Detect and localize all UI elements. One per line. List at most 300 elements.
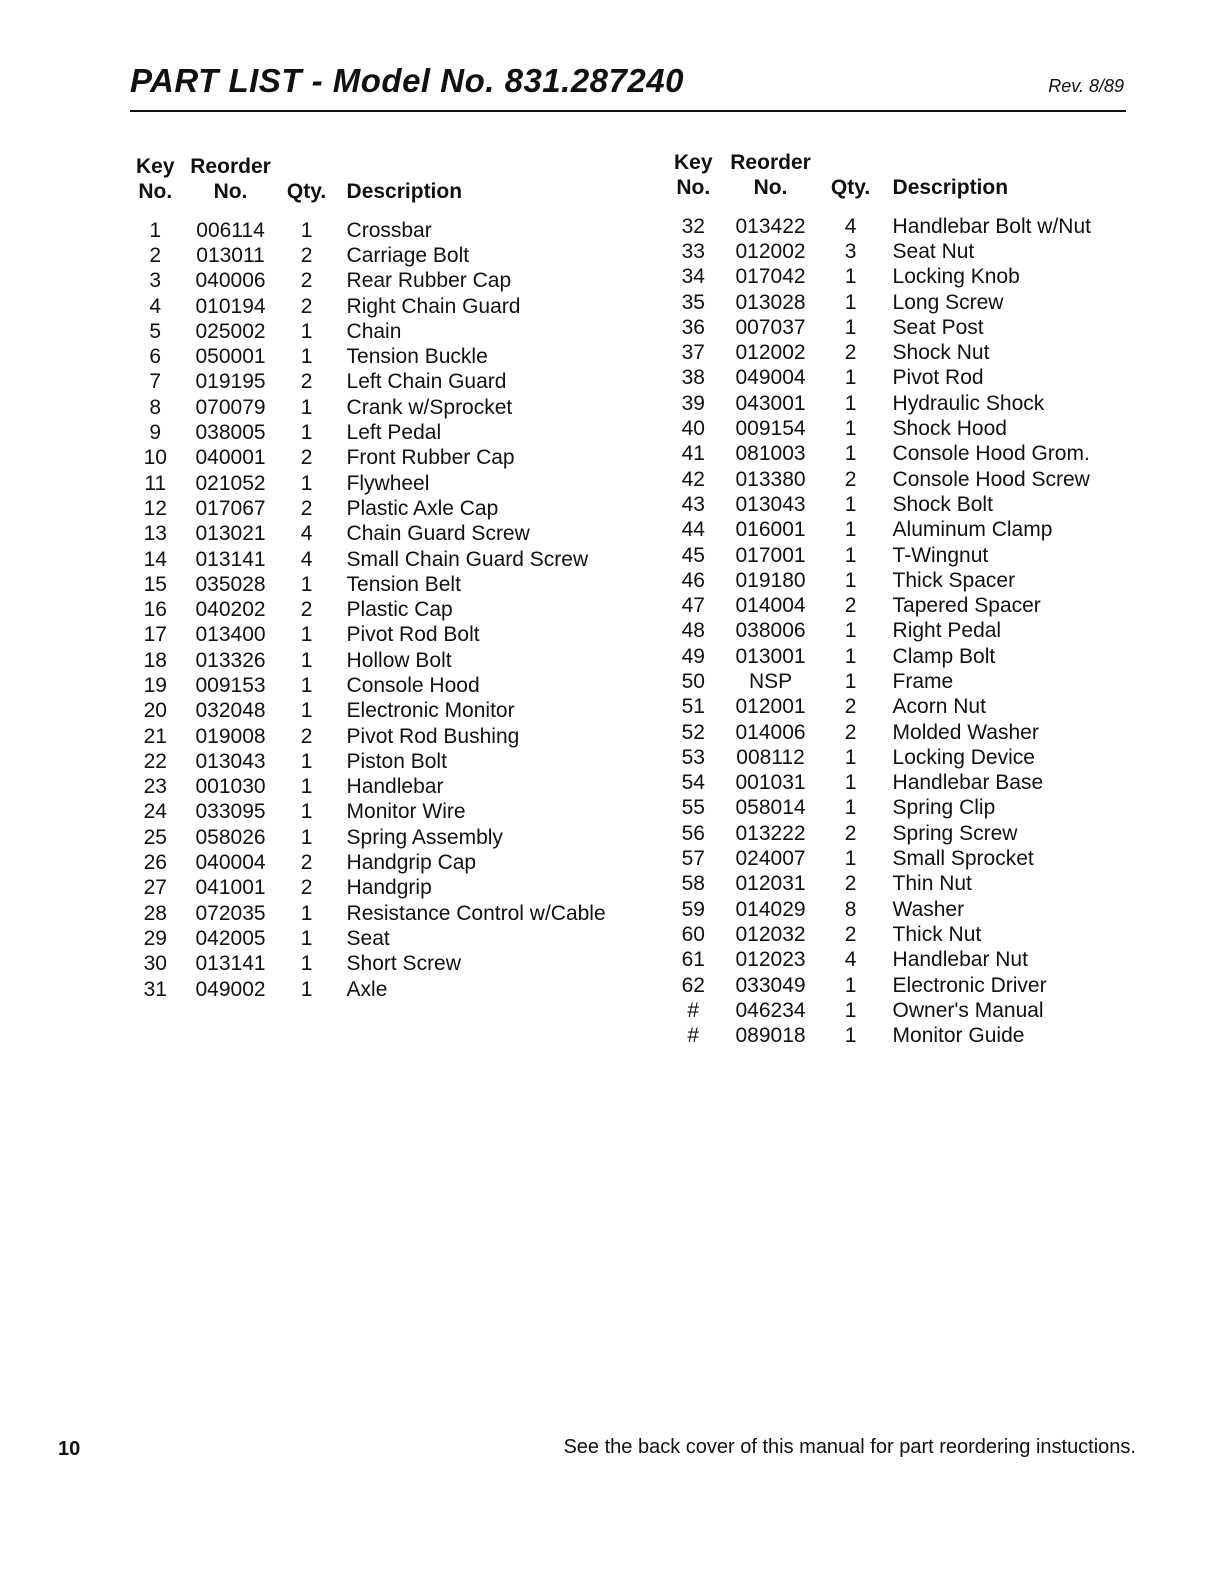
reorder-no-cell: 012032 <box>735 922 806 946</box>
key-no-cell: 39 <box>681 391 705 415</box>
description-cell: Console Hood <box>346 673 480 697</box>
qty-cell: 1 <box>300 345 313 369</box>
reorder-no-cell: 032048 <box>195 699 266 723</box>
table-row <box>668 290 1119 315</box>
key-no-cell: 3 <box>149 269 162 293</box>
qty-cell: 1 <box>844 847 857 871</box>
qty-cell: 2 <box>300 269 313 293</box>
table-row <box>668 391 1119 416</box>
table-row <box>130 420 633 445</box>
table-row <box>668 720 1119 745</box>
reorder-no-cell: 089018 <box>735 1024 806 1048</box>
reorder-no-cell: NSP <box>748 669 793 693</box>
description-cell: Washer <box>892 897 965 921</box>
description-cell: Right Chain Guard <box>346 294 521 318</box>
key-no-cell: 62 <box>681 973 705 997</box>
description-cell: Locking Device <box>892 745 1035 769</box>
key-no-cell: 16 <box>143 598 167 622</box>
description-cell: Chain <box>346 319 402 343</box>
key-no-cell: 18 <box>143 648 167 672</box>
key-no-cell: 2 <box>149 243 162 267</box>
key-no-cell: 57 <box>681 847 705 871</box>
key-no-cell: 50 <box>681 669 705 693</box>
page-title: PART LIST - Model No. 831.287240 <box>130 62 684 99</box>
key-no-cell: 30 <box>143 952 167 976</box>
reorder-no-cell: 042005 <box>195 926 266 950</box>
table-row <box>668 416 1119 441</box>
table-row <box>668 846 1119 871</box>
reorder-no-cell: 058026 <box>195 825 266 849</box>
description-cell: Monitor Guide <box>892 1024 1025 1048</box>
qty-cell: 2 <box>300 724 313 748</box>
reorder-no-cell: 012002 <box>735 341 806 365</box>
reorder-no-cell: 009153 <box>195 673 266 697</box>
table-row <box>130 699 633 724</box>
key-no-cell: # <box>687 1024 700 1048</box>
qty-cell: 1 <box>300 319 313 343</box>
key-no-cell: 37 <box>681 341 705 365</box>
table-row <box>668 442 1119 467</box>
qty-cell: 2 <box>300 294 313 318</box>
description-cell: Handgrip <box>346 876 432 900</box>
reorder-no-cell: 013400 <box>195 623 266 647</box>
key-no-cell: 9 <box>149 421 162 445</box>
qty-cell: 1 <box>844 265 857 289</box>
reorder-no-cell: 013028 <box>735 290 806 314</box>
reorder-no-cell: 033049 <box>735 973 806 997</box>
qty-cell: 1 <box>300 825 313 849</box>
key-no-cell: 29 <box>143 926 167 950</box>
reorder-no-cell: 038006 <box>735 619 806 643</box>
key-no-cell: 13 <box>143 522 167 546</box>
key-no-cell: 26 <box>143 851 167 875</box>
description-cell: Tapered Spacer <box>892 594 1041 618</box>
reorder-no-cell: 001031 <box>735 771 806 795</box>
description-cell: Small Chain Guard Screw <box>346 547 589 571</box>
key-no-cell: 54 <box>681 771 705 795</box>
description-cell: Tension Buckle <box>346 345 488 369</box>
qty-cell: 8 <box>844 897 857 921</box>
key-no-cell: 44 <box>681 518 705 542</box>
qty-cell: 2 <box>300 370 313 394</box>
parts-list-right <box>668 214 1119 1049</box>
description-cell: Shock Bolt <box>892 492 993 516</box>
key-no-cell: 40 <box>681 417 705 441</box>
qty-cell: 1 <box>300 749 313 773</box>
qty-cell: 2 <box>844 872 857 896</box>
qty-cell: 1 <box>844 973 857 997</box>
table-row <box>130 850 633 875</box>
reorder-no-cell: 014029 <box>735 897 806 921</box>
reorder-no-cell: 058014 <box>735 796 806 820</box>
key-no-cell: 53 <box>681 745 705 769</box>
table-row <box>130 775 633 800</box>
reorder-no-cell: 040202 <box>195 598 266 622</box>
key-no-cell: 52 <box>681 720 705 744</box>
key-no-cell: 27 <box>143 876 167 900</box>
key-no-cell: 19 <box>143 673 167 697</box>
column-header-qty: Qty. <box>830 176 871 199</box>
reorder-no-cell: 040006 <box>195 269 266 293</box>
reorder-no-cell: 019195 <box>195 370 266 394</box>
reorder-no-cell: 007037 <box>735 315 806 339</box>
key-no-cell: 14 <box>143 547 167 571</box>
key-no-cell: 28 <box>143 901 167 925</box>
description-cell: Short Screw <box>346 952 461 976</box>
description-cell: Tension Belt <box>346 572 461 596</box>
qty-cell: 4 <box>844 948 857 972</box>
key-no-cell: 34 <box>681 265 705 289</box>
description-cell: Handgrip Cap <box>346 851 477 875</box>
key-no-cell: 6 <box>149 345 162 369</box>
description-cell: Electronic Monitor <box>346 699 515 723</box>
table-row <box>130 344 633 369</box>
qty-cell: 1 <box>844 745 857 769</box>
qty-cell: 2 <box>844 695 857 719</box>
qty-cell: 2 <box>300 598 313 622</box>
column-header-key-no: Key No. <box>136 155 175 203</box>
qty-cell: 1 <box>844 796 857 820</box>
table-row <box>130 597 633 622</box>
column-header-reorder-no: Reorder No. <box>730 151 811 199</box>
key-no-cell: 45 <box>681 543 705 567</box>
table-row <box>130 395 633 420</box>
reorder-no-cell: 041001 <box>195 876 266 900</box>
key-no-cell: 42 <box>681 467 705 491</box>
table-row <box>130 547 633 572</box>
parts-table-right <box>668 138 1119 1049</box>
description-cell: Axle <box>346 977 388 1001</box>
table-row <box>668 619 1119 644</box>
key-no-cell: 55 <box>681 796 705 820</box>
table-row <box>130 952 633 977</box>
description-cell: Thick Nut <box>892 922 982 946</box>
key-no-cell: 17 <box>143 623 167 647</box>
reorder-no-cell: 019180 <box>735 568 806 592</box>
description-cell: Piston Bolt <box>346 749 447 773</box>
qty-cell: 1 <box>300 471 313 495</box>
table-row <box>668 922 1119 947</box>
description-cell: Crossbar <box>346 218 432 242</box>
table-row <box>130 876 633 901</box>
description-cell: Crank w/Sprocket <box>346 395 513 419</box>
description-cell: Aluminum Clamp <box>892 518 1053 542</box>
reorder-no-cell: 040004 <box>195 851 266 875</box>
qty-cell: 1 <box>300 800 313 824</box>
qty-cell: 1 <box>844 568 857 592</box>
qty-cell: 4 <box>300 547 313 571</box>
qty-cell: 1 <box>844 644 857 668</box>
qty-cell: 4 <box>300 522 313 546</box>
reorder-no-cell: 010194 <box>195 294 266 318</box>
key-no-cell: 1 <box>149 218 162 242</box>
description-cell: Pivot Rod Bushing <box>346 724 520 748</box>
key-no-cell: 58 <box>681 872 705 896</box>
table-row <box>668 695 1119 720</box>
description-cell: Seat Post <box>892 315 984 339</box>
qty-cell: 2 <box>300 496 313 520</box>
description-cell: Seat <box>346 926 390 950</box>
table-row <box>668 669 1119 694</box>
description-cell: Spring Screw <box>892 821 1018 845</box>
table-row <box>668 644 1119 669</box>
qty-cell: 2 <box>844 594 857 618</box>
footer-note: See the back cover of this manual for part reordering instuctions. <box>563 1436 1136 1458</box>
qty-cell: 2 <box>844 341 857 365</box>
reorder-no-cell: 019008 <box>195 724 266 748</box>
key-no-cell: 15 <box>143 572 167 596</box>
table-row <box>130 319 633 344</box>
description-cell: Console Hood Grom. <box>892 442 1090 466</box>
key-no-cell: 56 <box>681 821 705 845</box>
description-cell: Right Pedal <box>892 619 1002 643</box>
reorder-no-cell: 017001 <box>735 543 806 567</box>
description-cell: Small Sprocket <box>892 847 1034 871</box>
description-cell: Front Rubber Cap <box>346 446 515 470</box>
reorder-no-cell: 043001 <box>735 391 806 415</box>
reorder-no-cell: 012023 <box>735 948 806 972</box>
reorder-no-cell: 013021 <box>195 522 266 546</box>
table-row <box>668 821 1119 846</box>
description-cell: Seat Nut <box>892 239 975 263</box>
reorder-no-cell: 017042 <box>735 265 806 289</box>
description-cell: Resistance Control w/Cable <box>346 901 606 925</box>
description-cell: Locking Knob <box>892 265 1020 289</box>
qty-cell: 2 <box>844 922 857 946</box>
qty-cell: 2 <box>300 446 313 470</box>
key-no-cell: 22 <box>143 749 167 773</box>
table-row <box>130 572 633 597</box>
qty-cell: 2 <box>844 720 857 744</box>
table-row <box>668 265 1119 290</box>
table-row <box>668 543 1119 568</box>
column-header-key-no: Key No. <box>674 151 713 199</box>
qty-cell: 1 <box>844 619 857 643</box>
qty-cell: 1 <box>844 1024 857 1048</box>
qty-cell: 1 <box>844 366 857 390</box>
table-row <box>130 294 633 319</box>
key-no-cell: 21 <box>143 724 167 748</box>
description-cell: Hydraulic Shock <box>892 391 1045 415</box>
description-cell: Monitor Wire <box>346 800 466 824</box>
qty-cell: 2 <box>300 851 313 875</box>
table-row <box>668 315 1119 340</box>
table-row <box>668 745 1119 770</box>
reorder-no-cell: 014006 <box>735 720 806 744</box>
key-no-cell: 7 <box>149 370 162 394</box>
description-cell: Spring Assembly <box>346 825 503 849</box>
reorder-no-cell: 050001 <box>195 345 266 369</box>
description-cell: Thin Nut <box>892 872 972 896</box>
reorder-no-cell: 017067 <box>195 496 266 520</box>
key-no-cell: 59 <box>681 897 705 921</box>
table-row <box>130 471 633 496</box>
reorder-no-cell: 013001 <box>735 644 806 668</box>
qty-cell: 1 <box>300 775 313 799</box>
table-row <box>130 926 633 951</box>
reorder-no-cell: 012001 <box>735 695 806 719</box>
description-cell: Carriage Bolt <box>346 243 470 267</box>
table-row <box>130 648 633 673</box>
table-row <box>130 269 633 294</box>
reorder-no-cell: 012031 <box>735 872 806 896</box>
parts-table-left <box>130 142 633 1002</box>
qty-cell: 1 <box>844 391 857 415</box>
column-header-description: Description <box>346 180 463 203</box>
reorder-no-cell: 040001 <box>195 446 266 470</box>
reorder-no-cell: 013380 <box>735 467 806 491</box>
description-cell: Clamp Bolt <box>892 644 996 668</box>
table-row <box>130 749 633 774</box>
reorder-no-cell: 001030 <box>195 775 266 799</box>
table-row <box>668 998 1119 1023</box>
reorder-no-cell: 070079 <box>195 395 266 419</box>
key-no-cell: 33 <box>681 239 705 263</box>
table-row <box>668 1024 1119 1049</box>
qty-cell: 1 <box>300 901 313 925</box>
table-header-row <box>130 142 633 204</box>
qty-cell: 1 <box>300 572 313 596</box>
reorder-no-cell: 049004 <box>735 366 806 390</box>
reorder-no-cell: 016001 <box>735 518 806 542</box>
key-no-cell: 25 <box>143 825 167 849</box>
parts-list-left <box>130 218 633 1002</box>
key-no-cell: 41 <box>681 442 705 466</box>
reorder-no-cell: 038005 <box>195 421 266 445</box>
qty-cell: 3 <box>844 239 857 263</box>
key-no-cell: 12 <box>143 496 167 520</box>
description-cell: Acorn Nut <box>892 695 986 719</box>
table-row <box>668 771 1119 796</box>
key-no-cell: 47 <box>681 594 705 618</box>
table-row <box>130 243 633 268</box>
reorder-no-cell: 014004 <box>735 594 806 618</box>
reorder-no-cell: 025002 <box>195 319 266 343</box>
table-row <box>668 568 1119 593</box>
reorder-no-cell: 008112 <box>736 745 805 769</box>
qty-cell: 1 <box>844 543 857 567</box>
key-no-cell: 31 <box>143 977 167 1001</box>
table-row <box>668 518 1119 543</box>
qty-cell: 1 <box>300 623 313 647</box>
reorder-no-cell: 024007 <box>735 847 806 871</box>
key-no-cell: 49 <box>681 644 705 668</box>
table-row <box>130 446 633 471</box>
qty-cell: 1 <box>844 771 857 795</box>
qty-cell: 1 <box>844 492 857 516</box>
qty-cell: 1 <box>300 648 313 672</box>
key-no-cell: 5 <box>149 319 162 343</box>
reorder-no-cell: 013043 <box>195 749 266 773</box>
qty-cell: 1 <box>844 518 857 542</box>
key-no-cell: 38 <box>681 366 705 390</box>
table-row <box>130 370 633 395</box>
qty-cell: 1 <box>844 442 857 466</box>
table-row <box>668 366 1119 391</box>
qty-cell: 1 <box>300 977 313 1001</box>
description-cell: Frame <box>892 669 954 693</box>
qty-cell: 1 <box>300 699 313 723</box>
description-cell: Pivot Rod Bolt <box>346 623 480 647</box>
title-block <box>130 62 1126 112</box>
table-row <box>668 872 1119 897</box>
table-row <box>130 901 633 926</box>
table-row <box>130 522 633 547</box>
description-cell: Spring Clip <box>892 796 996 820</box>
key-no-cell: 20 <box>143 699 167 723</box>
key-no-cell: 8 <box>149 395 162 419</box>
reorder-no-cell: 072035 <box>195 901 266 925</box>
qty-cell: 2 <box>300 243 313 267</box>
key-no-cell: 23 <box>143 775 167 799</box>
table-row <box>668 340 1119 365</box>
key-no-cell: 61 <box>681 948 705 972</box>
key-no-cell: 43 <box>681 492 705 516</box>
reorder-no-cell: 013011 <box>196 243 265 267</box>
table-row <box>130 825 633 850</box>
reorder-no-cell: 013222 <box>735 821 806 845</box>
column-header-qty: Qty. <box>286 180 327 203</box>
qty-cell: 1 <box>300 421 313 445</box>
table-row <box>668 796 1119 821</box>
qty-cell: 1 <box>844 290 857 314</box>
description-cell: Owner's Manual <box>892 998 1044 1022</box>
description-cell: Console Hood Screw <box>892 467 1090 491</box>
description-cell: Shock Hood <box>892 417 1007 441</box>
key-no-cell: 10 <box>143 446 167 470</box>
qty-cell: 1 <box>844 669 857 693</box>
qty-cell: 1 <box>300 218 313 242</box>
table-row <box>130 724 633 749</box>
key-no-cell: 36 <box>681 315 705 339</box>
key-no-cell: 4 <box>149 294 162 318</box>
reorder-no-cell: 013043 <box>735 492 806 516</box>
reorder-no-cell: 013422 <box>735 214 806 238</box>
reorder-no-cell: 006114 <box>196 218 265 242</box>
key-no-cell: 24 <box>143 800 167 824</box>
reorder-no-cell: 012002 <box>735 239 806 263</box>
revision-label: Rev. 8/89 <box>1048 76 1124 96</box>
description-cell: Handlebar Nut <box>892 948 1028 972</box>
reorder-no-cell: 013326 <box>195 648 266 672</box>
qty-cell: 4 <box>844 214 857 238</box>
table-row <box>668 214 1119 239</box>
description-cell: Plastic Axle Cap <box>346 496 499 520</box>
table-row <box>130 800 633 825</box>
description-cell: Handlebar <box>346 775 444 799</box>
description-cell: Thick Spacer <box>892 568 1016 592</box>
description-cell: Handlebar Bolt w/Nut <box>892 214 1091 238</box>
description-cell: Shock Nut <box>892 341 990 365</box>
qty-cell: 1 <box>300 926 313 950</box>
reorder-no-cell: 013141 <box>195 547 266 571</box>
table-row <box>668 239 1119 264</box>
table-row <box>130 673 633 698</box>
description-cell: Long Screw <box>892 290 1004 314</box>
key-no-cell: 46 <box>681 568 705 592</box>
description-cell: Hollow Bolt <box>346 648 452 672</box>
qty-cell: 1 <box>844 315 857 339</box>
column-header-description: Description <box>892 176 1009 199</box>
description-cell: Rear Rubber Cap <box>346 269 512 293</box>
key-no-cell: # <box>687 998 700 1022</box>
column-header-reorder-no: Reorder No. <box>190 155 271 203</box>
reorder-no-cell: 033095 <box>195 800 266 824</box>
table-header-row <box>668 138 1119 200</box>
reorder-no-cell: 035028 <box>195 572 266 596</box>
table-row <box>668 897 1119 922</box>
key-no-cell: 11 <box>144 471 167 495</box>
